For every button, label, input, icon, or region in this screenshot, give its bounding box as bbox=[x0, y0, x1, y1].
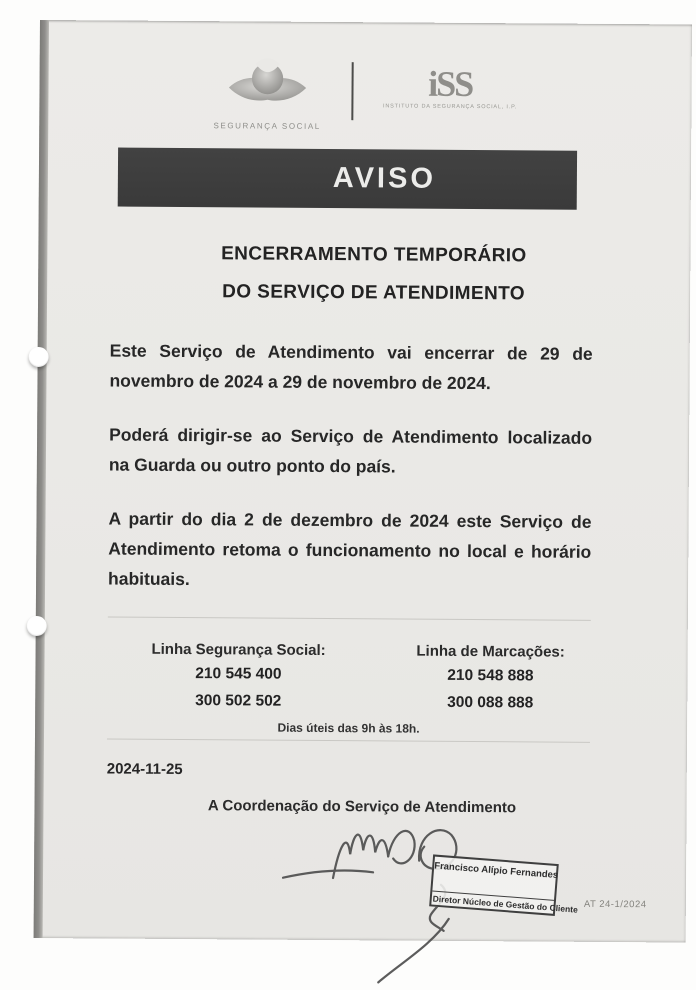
contacts-divider-top bbox=[108, 616, 591, 620]
header-logos bbox=[39, 20, 692, 134]
seguranca-social-logo-caption: SEGURANÇA SOCIAL bbox=[213, 121, 321, 131]
linha-seguranca-social-column bbox=[107, 639, 370, 715]
iss-logo-icon: iSS bbox=[428, 63, 473, 105]
signer-stamp bbox=[429, 854, 579, 916]
aviso-banner bbox=[118, 148, 577, 210]
logos-divider bbox=[351, 62, 353, 120]
contacts-section bbox=[107, 639, 591, 716]
notice-title bbox=[132, 235, 616, 314]
contacts-divider-bottom bbox=[107, 738, 590, 742]
iss-logo-caption: INSTITUTO DA SEGURANÇA SOCIAL, I.P. bbox=[382, 103, 518, 111]
linha-marcacoes-label: Linha de Marcações: bbox=[416, 642, 565, 661]
paragraph-alternative-location: Poderá dirigir-se ao Serviço de Atendimento localizado na Guarda ou outro ponto do país. bbox=[108, 424, 593, 477]
iss-logo-block bbox=[383, 56, 518, 110]
notice-body bbox=[34, 234, 690, 820]
reference-number: AT 24-1/2024 bbox=[583, 898, 647, 911]
notice-title-line1: ENCERRAMENTO TEMPORÁRIO bbox=[221, 243, 527, 267]
phone-number: 300 088 888 bbox=[447, 693, 534, 712]
punch-hole-top bbox=[29, 347, 49, 367]
stamp-signer-role: Diretor Núcleo de Gestão do Cliente bbox=[431, 890, 554, 913]
document-date: 2024-11-25 bbox=[106, 760, 183, 779]
sign-off-line: A Coordenação do Serviço de Atendimento bbox=[207, 797, 517, 817]
phone-number: 210 545 400 bbox=[195, 665, 282, 683]
linha-marcacoes-column bbox=[390, 641, 591, 716]
stamp-signer-name: Francisco Alípio Fernandes bbox=[433, 860, 559, 882]
working-hours-note: Dias úteis das 9h às 18h. bbox=[277, 720, 420, 736]
scanned-notice-page bbox=[34, 20, 692, 943]
notice-title-line2: DO SERVIÇO DE ATENDIMENTO bbox=[222, 281, 526, 305]
seguranca-social-logo-block bbox=[213, 55, 321, 131]
linha-seguranca-social-label: Linha Segurança Social: bbox=[151, 640, 326, 660]
phone-number: 210 548 888 bbox=[447, 666, 534, 685]
punch-hole-bottom bbox=[27, 616, 47, 636]
paragraph-reopening: A partir do dia 2 de dezembro de 2024 este Serviço de Atendimento retoma o funcionamento no local e horário habituais. bbox=[108, 508, 592, 590]
phone-number: 300 502 502 bbox=[195, 692, 282, 710]
seguranca-social-flower-icon bbox=[221, 55, 313, 118]
aviso-banner-label: AVISO bbox=[332, 162, 437, 195]
paragraph-closure-dates: Este Serviço de Atendimento vai encerrar de 29 de novembro de 2024 a 29 de novembro de 2024. bbox=[109, 340, 593, 394]
